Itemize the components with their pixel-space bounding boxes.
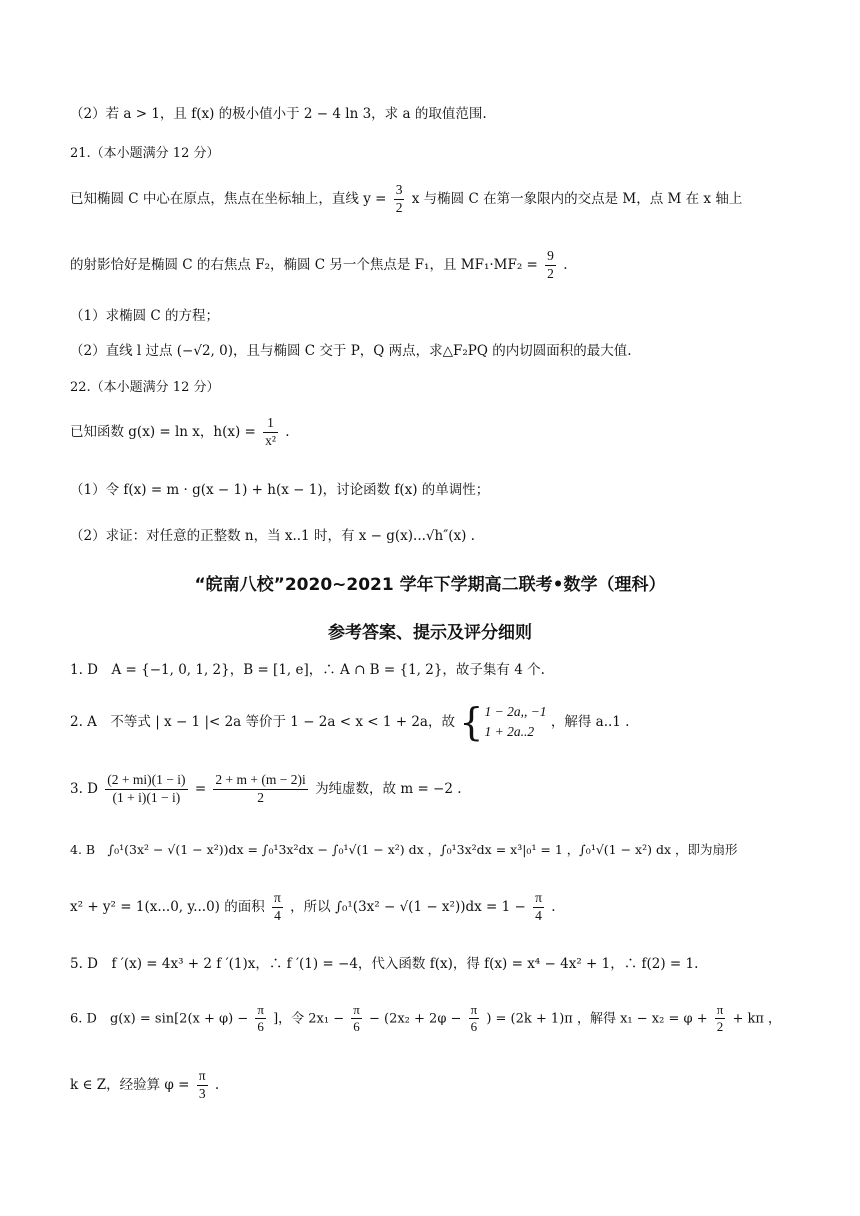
answer-6-frac2 (351, 1002, 362, 1036)
q22-stem-post: . (285, 423, 290, 440)
answer-3-eq: = (194, 780, 207, 797)
q20-part2: （2）若 a > 1，且 f(x) 的极小值小于 2 − 4 ln 3，求 a 的取值范围. (70, 106, 487, 122)
answer-2-system (484, 702, 546, 743)
frac-num: π (715, 1002, 726, 1019)
q22-frac-1-x2 (263, 415, 278, 450)
q21-stem-line2 (70, 248, 800, 283)
answer-6-mid1: ]，令 2x₁ − (273, 1011, 345, 1027)
frac-num: π (197, 1068, 208, 1086)
answer-4-line2 (70, 890, 800, 925)
answer-4-frac2 (533, 890, 544, 925)
answer-1: 1. D A = {−1, 0, 1, 2}，B = [1, e]，∴ A ∩ B = {1, 2}，故子集有 4 个. (70, 662, 545, 678)
answer-3-frac1 (105, 772, 187, 807)
answer-3-pre: 3. D (70, 780, 98, 797)
answer-6-frac4 (715, 1002, 726, 1036)
frac-den: 2 (716, 1019, 724, 1035)
q21-frac-3-2 (394, 182, 405, 217)
frac-den: 2 (257, 789, 264, 805)
answer-6-frac3 (469, 1002, 480, 1036)
frac-num: 9 (545, 248, 556, 266)
system-line-2: 1 + 2a..2 (484, 724, 535, 740)
frac-num: π (351, 1002, 362, 1019)
q21-part2: （2）直线 l 过点 (−√2, 0)，且与椭圆 C 交于 P，Q 两点，求△F₂PQ 的内切圆面积的最大值. (70, 343, 632, 359)
q21-heading: 21.（本小题满分 12 分） (70, 146, 220, 161)
frac-den: 4 (274, 907, 281, 923)
frac-num: π (533, 890, 544, 908)
answer-3-frac2 (213, 772, 307, 807)
q21-stem-b-pre: 的射影恰好是椭圆 C 的右焦点 F₂，椭圆 C 另一个焦点是 F₁，且 MF₁·MF₂ = (70, 256, 538, 273)
answer-2 (70, 702, 800, 743)
q21-stem-a-pre: 已知椭圆 C 中心在原点，焦点在坐标轴上，直线 y = (70, 190, 387, 207)
frac-num: π (469, 1002, 480, 1019)
answer-4-line2-mid: ，所以 ∫₀¹(3x² − √(1 − x²))dx = 1 − (290, 898, 526, 915)
q21-stem-b-post: . (563, 256, 568, 273)
answer-6-line2-pre: k ∈ Z，经验算 φ = (70, 1076, 190, 1093)
frac-den: x² (265, 432, 276, 448)
q21-part1: （1）求椭圆 C 的方程； (70, 308, 220, 324)
left-brace-icon: { (459, 700, 484, 745)
answer-6-frac1 (255, 1002, 266, 1036)
frac-den: 3 (198, 1085, 206, 1101)
frac-den: (1 + i)(1 − i) (112, 789, 181, 805)
answer-3 (70, 772, 800, 807)
answer-4-line1: 4. B ∫₀¹(3x² − √(1 − x²))dx = ∫₀¹3x²dx − ∫₀¹√(1 − x²) dx ，∫₀¹3x²dx = x³|₀¹ = 1 ，∫₀¹√(1 − x²) dx ，即为扇形 (70, 842, 738, 857)
q22-stem (70, 415, 800, 450)
system-line-1: 1 − 2a,, −1 (484, 704, 547, 719)
answer-5: 5. D f ′(x) = 4x³ + 2 f ′(1)x，∴ f ′(1) = −4，代入函数 f(x)，得 f(x) = x⁴ − 4x² + 1，∴ f(2) = 1. (70, 956, 699, 972)
frac-den: 6 (353, 1019, 360, 1035)
q22-stem-pre: 已知函数 g(x) = ln x，h(x) = (70, 423, 256, 440)
frac-num: 2 + m + (m − 2)i (213, 772, 307, 790)
frac-num: (2 + mi)(1 − i) (105, 772, 187, 790)
answer-4-line2-post: . (551, 898, 556, 915)
answer-6-mid2: − (2x₂ + 2φ − (368, 1011, 462, 1027)
answer-6-line2 (70, 1068, 800, 1103)
frac-num: 3 (394, 182, 405, 200)
answer-6-mid3: ) = (2k + 1)π ，解得 x₁ − x₂ = φ + (486, 1011, 708, 1027)
answer-4-line2-pre: x² + y² = 1(x...0, y...0) 的面积 (70, 898, 265, 915)
frac-den: 4 (535, 907, 542, 923)
answer-6-frac5 (197, 1068, 208, 1103)
answer-3-post: 为纯虚数，故 m = −2 . (315, 780, 462, 797)
answer-6-line2-post: . (214, 1076, 220, 1093)
q21-stem-a-post: x 与椭圆 C 在第一象限内的交点是 M，点 M 在 x 轴上 (411, 190, 743, 207)
frac-den: 2 (395, 199, 403, 215)
frac-den: 6 (257, 1019, 264, 1035)
answer-6-pre: 6. D g(x) = sin[2(x + φ) − (70, 1011, 249, 1027)
q21-stem-line1 (70, 182, 800, 217)
q22-part2: （2）求证：对任意的正整数 n，当 x..1 时，有 x − g(x)...√h″(x) . (70, 528, 475, 544)
q22-part1: （1）令 f(x) = m · g(x − 1) + h(x − 1)，讨论函数 f(x) 的单调性； (70, 482, 490, 498)
answers-title: “皖南八校”2020~2021 学年下学期高二联考•数学（理科） (194, 575, 666, 595)
frac-den: 2 (547, 265, 554, 281)
q21-frac-9-2 (545, 248, 556, 283)
frac-num: 1 (263, 415, 278, 433)
frac-num: π (272, 890, 283, 908)
answer-6-line1 (70, 1002, 800, 1036)
q22-heading: 22.（本小题满分 12 分） (70, 380, 220, 395)
answer-2-pre: 2. A 不等式 | x − 1 |< 2a 等价于 1 − 2a < x < 1 + 2a，故 (70, 713, 455, 730)
answer-6-post: + kπ ， (732, 1011, 782, 1027)
answer-2-post: ，解得 a..1 . (550, 713, 630, 730)
answer-4-frac1 (272, 890, 283, 925)
frac-den: 6 (470, 1019, 478, 1035)
answers-subtitle: 参考答案、提示及评分细则 (328, 623, 532, 643)
frac-num: π (255, 1002, 266, 1019)
